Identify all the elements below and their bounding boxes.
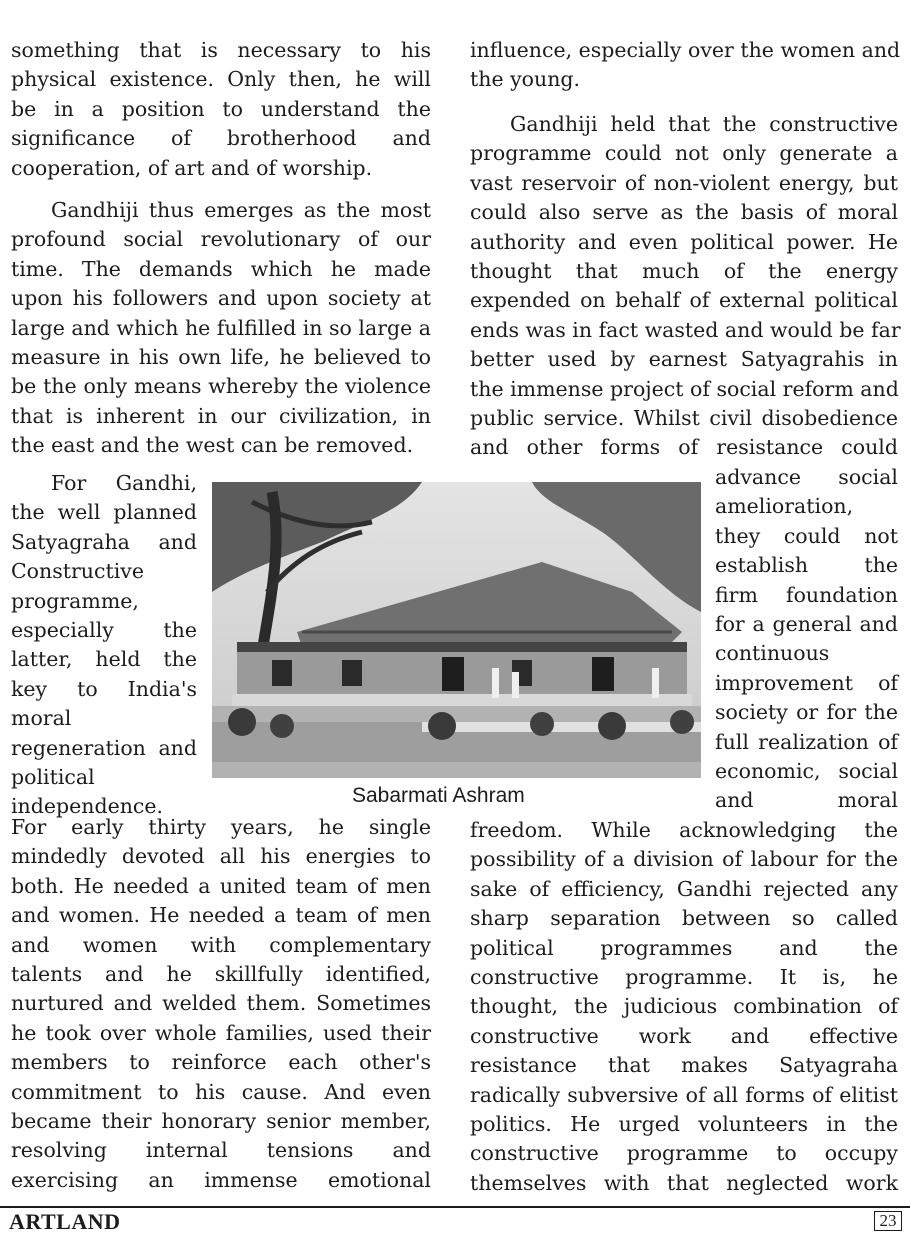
left-column-line: cooperation, of art and of worship.: [11, 155, 373, 180]
left-column-line: he took over whole families, used their: [11, 1020, 431, 1045]
left-column-line: the east and the west can be removed.: [11, 433, 414, 458]
right-column-line: amelioration,: [715, 494, 854, 519]
right-column-line: economic, social: [715, 759, 898, 783]
page-number: 23: [874, 1211, 902, 1231]
left-column-line: and women with complementary: [11, 932, 431, 957]
left-column-line: For early thirty years, he single: [11, 815, 431, 839]
left-column-line: Constructive: [11, 559, 144, 584]
left-column-line: something that is necessary to his: [11, 38, 431, 62]
left-column-line: nurtured and welded them. Sometimes: [11, 991, 431, 1016]
right-column-line: resistance that makes Satyagraha: [470, 1053, 898, 1078]
right-column-line: for a general and: [715, 612, 898, 636]
right-column-line: constructive programme. It is, he: [470, 965, 898, 989]
right-column-line: programme could not only generate a: [470, 141, 898, 166]
right-column-line: the immense project of social reform and: [470, 376, 899, 401]
left-column-line: For Gandhi,: [51, 471, 197, 495]
left-column-line: be in a position to understand the: [11, 96, 431, 121]
magazine-name: ARTLAND: [9, 1209, 121, 1234]
left-column-line: Gandhiji thus emerges as the most: [51, 198, 431, 222]
right-column-line: advance social: [715, 465, 898, 489]
right-column-line: improvement of: [715, 670, 898, 695]
right-column-line: Gandhiji held that the constructive: [510, 112, 898, 136]
left-column-line: profound social revolutionary of our: [11, 227, 431, 252]
right-column-line: sharp separation between so called: [470, 906, 898, 931]
left-column-line: became their honorary senior member,: [11, 1109, 431, 1133]
left-column-line: resolving internal tensions and: [11, 1138, 431, 1163]
footer-rule: [0, 1206, 910, 1208]
left-column-line: mindedly devoted all his energies to: [11, 844, 431, 869]
left-column-line: that is inherent in our civilization, in: [11, 403, 431, 428]
left-column-line: programme,: [11, 588, 139, 613]
left-column-line: exercising an immense emotional: [11, 1167, 431, 1192]
right-column-line: radically subversive of all forms of elitist: [470, 1082, 898, 1107]
right-column-line: could also serve as the basis of moral: [470, 200, 898, 225]
right-column-line: public service. Whilst civil disobedience: [470, 406, 898, 430]
right-column-line: firm foundation: [715, 582, 898, 607]
right-column-line: vast reservoir of non-violent energy, but: [470, 170, 898, 195]
left-column-line: the well planned: [11, 500, 197, 525]
right-column-line: ends was in fact wasted and would be far: [470, 317, 901, 342]
left-column-line: members to reinforce each other's: [11, 1050, 431, 1075]
right-column-line: sake of efficiency, Gandhi rejected any: [470, 876, 898, 901]
left-column-line: independence.: [11, 794, 164, 819]
right-column-line: themselves with that neglected work: [470, 1170, 898, 1195]
left-column-line: and women. He needed a team of men: [11, 903, 431, 928]
left-column-line: latter, held the: [11, 647, 197, 672]
left-column-line: regeneration and: [11, 735, 197, 760]
left-column-line: significance of brotherhood and: [11, 126, 431, 151]
left-column-line: physical existence. Only then, he will: [11, 67, 431, 92]
right-column-line: society or for the: [715, 700, 898, 725]
left-column-line: political: [11, 765, 95, 789]
right-column-line: and moral: [715, 788, 898, 813]
right-column-line: establish the: [715, 553, 898, 578]
right-column-line: full realization of: [715, 729, 898, 754]
left-column-line: key to India's: [11, 676, 197, 701]
right-column-line: the young.: [470, 67, 581, 92]
left-column-line: moral: [11, 706, 72, 731]
right-column-line: thought, the judicious combination of: [470, 994, 898, 1019]
photo-caption: Sabarmati Ashram: [352, 784, 525, 807]
left-column-line: both. He needed a united team of men: [11, 873, 431, 898]
right-column-line: better used by earnest Satyagrahis in: [470, 347, 898, 372]
left-column-line: talents and he skillfully identified,: [11, 962, 431, 986]
right-column-line: and other forms of resistance could: [470, 435, 898, 460]
left-column-line: commitment to his cause. And even: [11, 1079, 431, 1104]
right-column-line: thought that much of the energy: [470, 259, 898, 283]
right-column-line: political programmes and the: [470, 935, 898, 960]
right-column-line: constructive programme to occupy: [470, 1141, 898, 1166]
left-column-line: upon his followers and upon society at: [11, 286, 431, 311]
right-column-line: authority and even political power. He: [470, 229, 898, 254]
right-column-line: they could not: [715, 523, 898, 548]
left-column-line: large and which he fulfilled in so large a: [11, 315, 431, 340]
right-column-line: constructive work and effective: [470, 1023, 898, 1048]
left-column-line: be the only means whereby the violence: [11, 374, 431, 399]
right-column-line: influence, especially over the women and: [470, 38, 901, 62]
left-column-line: time. The demands which he made: [11, 256, 431, 281]
right-column-line: expended on behalf of external political: [470, 288, 898, 313]
left-column-line: measure in his own life, he believed to: [11, 345, 431, 369]
right-column-line: politics. He urged volunteers in the: [470, 1112, 898, 1136]
left-column-line: especially the: [11, 618, 197, 642]
right-column-line: continuous: [715, 641, 830, 666]
sabarmati-ashram-photo: [212, 482, 701, 778]
right-column-line: freedom. While acknowledging the: [470, 818, 898, 842]
right-column-line: possibility of a division of labour for the: [470, 847, 898, 872]
left-column-line: Satyagraha and: [11, 529, 197, 554]
